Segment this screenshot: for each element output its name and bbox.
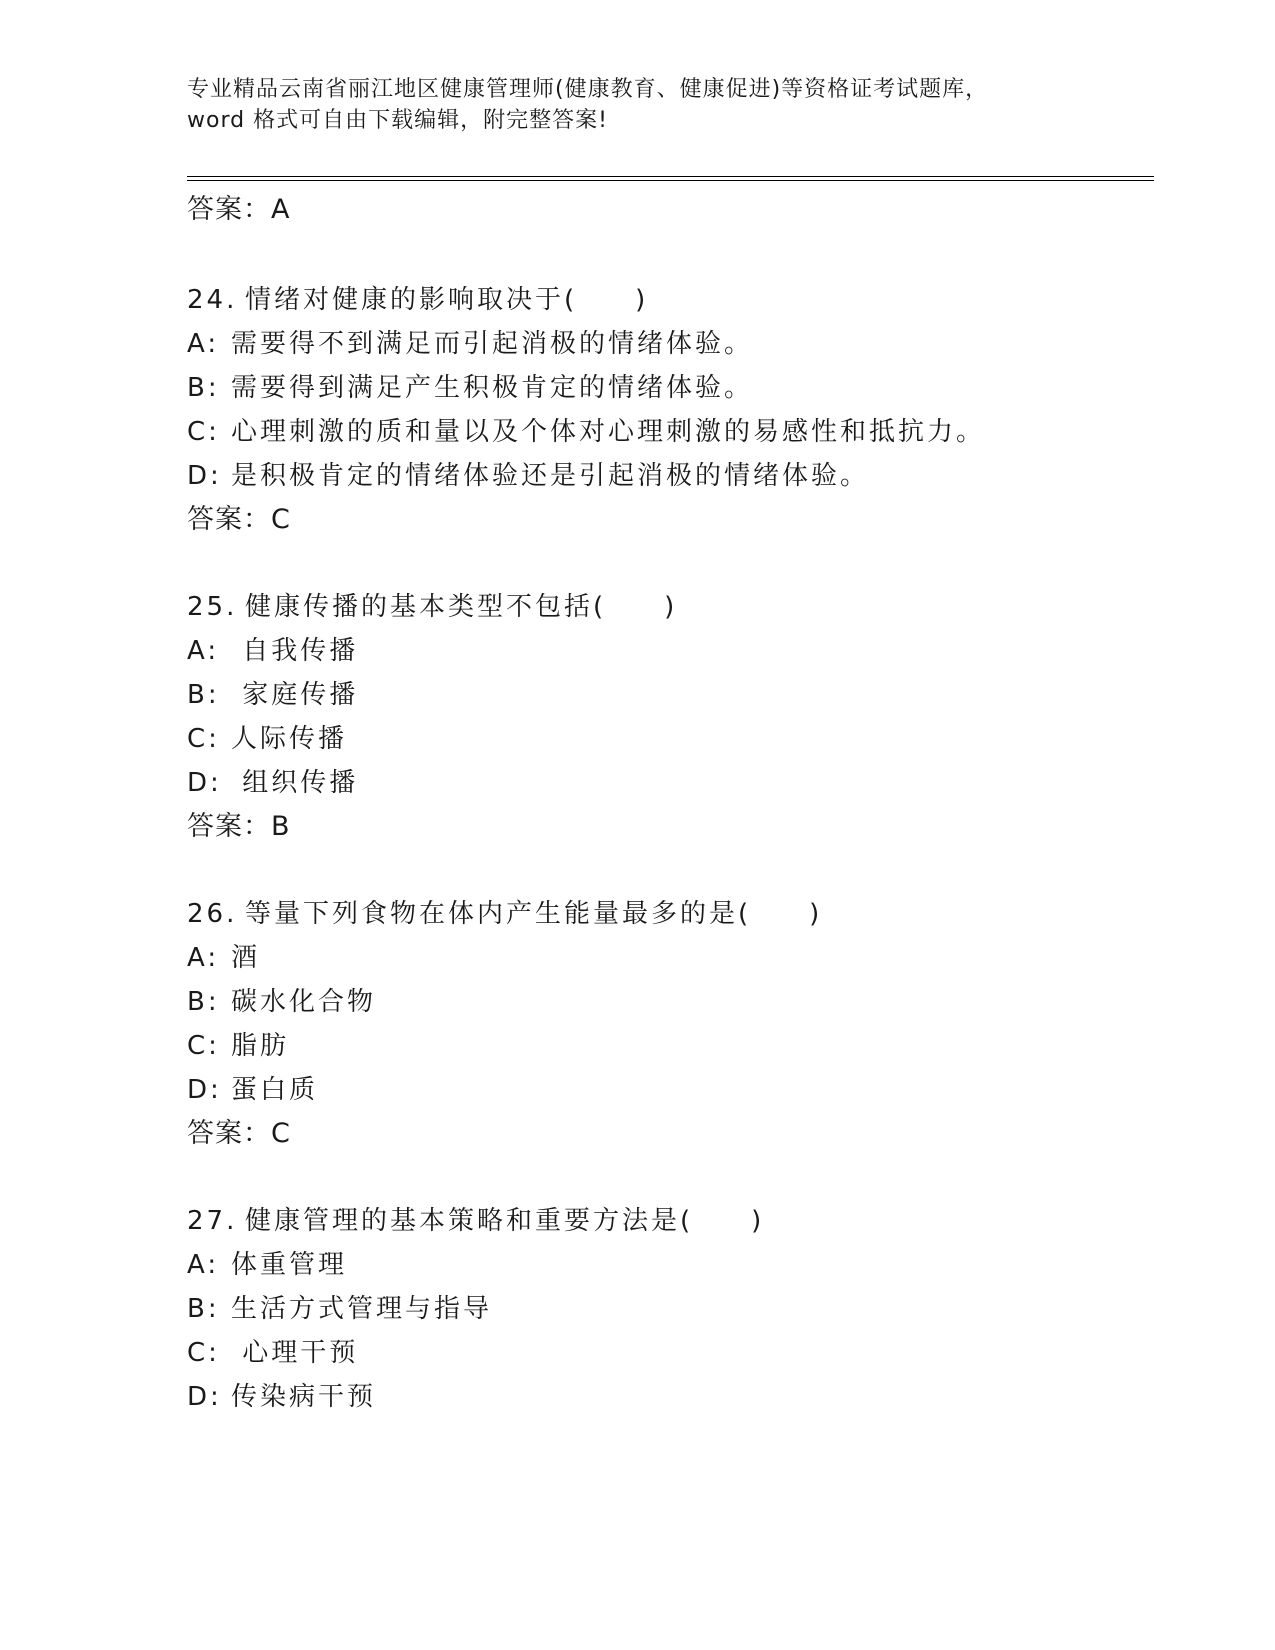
document-header-line-2: word 格式可自由下载编辑，附完整答案! (187, 108, 608, 133)
question-25-option-c (187, 722, 347, 756)
question-27-option-b (187, 1292, 492, 1326)
option-label: D: (187, 768, 222, 798)
question-25-option-b (187, 678, 358, 712)
option-text: 传染病干预 (231, 1382, 377, 1412)
option-text: 心理刺激的质和量以及个体对心理刺激的易感性和抵抗力。 (231, 417, 986, 447)
question-number: 26. (187, 899, 238, 929)
question-24-answer: 答案：C (187, 504, 291, 535)
question-number: 27. (187, 1206, 238, 1236)
option-text: 蛋白质 (231, 1075, 319, 1105)
option-label: C: (187, 1338, 220, 1368)
option-text: 家庭传播 (231, 680, 359, 710)
option-label: D: (187, 1382, 222, 1412)
option-text: 组织传播 (231, 768, 359, 798)
question-24-stem (187, 283, 648, 317)
question-24-option-c (187, 415, 985, 449)
question-27-stem (187, 1204, 764, 1238)
question-26-option-d (187, 1073, 318, 1107)
option-label: B: (187, 680, 220, 710)
option-label: A: (187, 943, 220, 973)
question-26-option-c (187, 1029, 289, 1063)
question-text: 健康管理的基本策略和重要方法是( ) (245, 1206, 765, 1236)
question-24-option-a (187, 327, 753, 361)
option-label: A: (187, 636, 220, 666)
option-text: 是积极肯定的情绪体验还是引起消极的情绪体验。 (231, 461, 870, 491)
option-text: 碳水化合物 (231, 987, 377, 1017)
question-26-option-a (187, 941, 260, 975)
question-text: 健康传播的基本类型不包括( ) (245, 592, 678, 622)
question-25-stem (187, 590, 677, 624)
question-24-option-d (187, 459, 869, 493)
question-25-answer: 答案：B (187, 811, 291, 842)
question-text: 情绪对健康的影响取决于( ) (245, 285, 649, 315)
option-text: 脂肪 (231, 1031, 290, 1061)
question-27-option-d (187, 1380, 376, 1414)
option-text: 需要得到满足产生积极肯定的情绪体验。 (231, 373, 754, 403)
question-26-option-b (187, 985, 376, 1019)
option-text: 人际传播 (231, 724, 348, 754)
option-label: D: (187, 1075, 222, 1105)
question-24-option-b (187, 371, 753, 405)
question-25-option-d (187, 766, 358, 800)
question-26-answer: 答案：C (187, 1118, 291, 1149)
header-rule-top (187, 176, 1154, 177)
header-rule-bottom (187, 180, 1154, 181)
option-label: C: (187, 1031, 220, 1061)
option-label: C: (187, 724, 220, 754)
question-number: 25. (187, 592, 238, 622)
option-label: A: (187, 329, 220, 359)
option-text: 心理干预 (231, 1338, 359, 1368)
document-header-line-1: 专业精品云南省丽江地区健康管理师(健康教育、健康促进)等资格证考试题库， (187, 77, 989, 102)
option-label: B: (187, 373, 220, 403)
question-number: 24. (187, 285, 238, 315)
question-text: 等量下列食物在体内产生能量最多的是( ) (245, 899, 823, 929)
option-text: 自我传播 (231, 636, 359, 666)
option-label: A: (187, 1250, 220, 1280)
question-25-option-a (187, 634, 358, 668)
option-text: 生活方式管理与指导 (231, 1294, 493, 1324)
option-text: 酒 (231, 943, 261, 973)
option-label: B: (187, 987, 220, 1017)
option-label: C: (187, 417, 220, 447)
answer-previous: 答案：A (187, 194, 291, 225)
option-text: 需要得不到满足而引起消极的情绪体验。 (231, 329, 754, 359)
option-label: B: (187, 1294, 220, 1324)
question-27-option-a (187, 1248, 347, 1282)
option-label: D: (187, 461, 222, 491)
option-text: 体重管理 (231, 1250, 348, 1280)
question-27-option-c (187, 1336, 358, 1370)
question-26-stem (187, 897, 822, 931)
